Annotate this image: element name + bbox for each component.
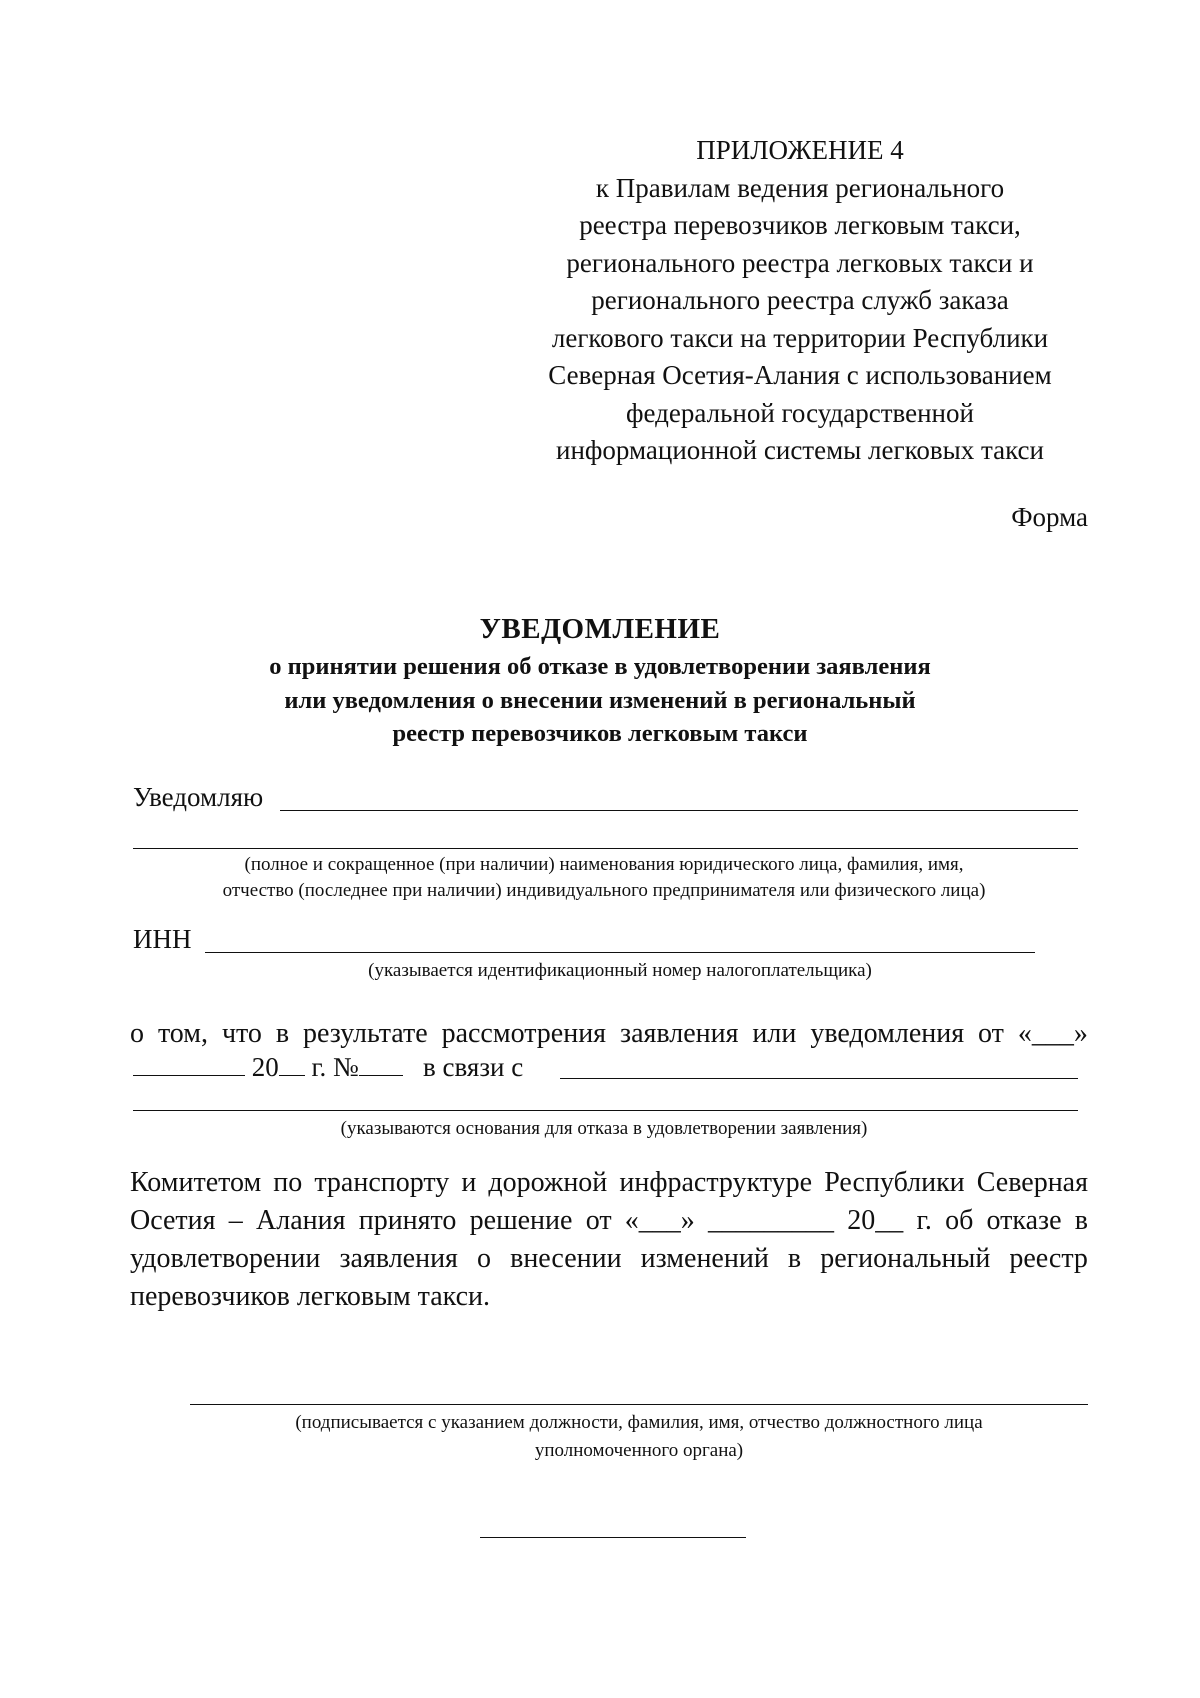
notify-blank-line[interactable] (280, 810, 1078, 811)
signature-caption-line: (подписывается с указанием должности, фамилия, имя, отчество должностного лица (295, 1412, 983, 1433)
decision-word: изменений (640, 1243, 769, 1274)
appendix-line: информационной системы легковых такси (556, 435, 1044, 465)
review-word: уведомления (810, 1018, 965, 1049)
appendix-line: к Правилам ведения регионального (595, 172, 1005, 203)
review-number-label: г. № (311, 1052, 359, 1082)
signature-caption-line: уполномоченного органа) (534, 1440, 744, 1461)
decision-word: внесении (510, 1243, 622, 1274)
review-reason-label: в связи с (423, 1052, 524, 1082)
appendix-line: легкового такси на территории Республики (551, 322, 1049, 353)
decision-word: – (228, 1205, 243, 1236)
review-date-line (133, 1052, 523, 1083)
review-word: в (275, 1018, 290, 1049)
review-year-blank[interactable] (279, 1053, 305, 1076)
decision-word: удовлетворении (130, 1243, 321, 1274)
decision-word: транспорту (314, 1167, 450, 1198)
review-day-field[interactable]: «___» (1017, 1018, 1088, 1049)
decision-word: региональный (820, 1243, 991, 1274)
decision-month-field[interactable]: _________ (708, 1205, 835, 1236)
decision-word: Комитетом (130, 1167, 262, 1198)
form-label: Форма (1011, 502, 1088, 532)
decision-word: в (787, 1243, 802, 1274)
review-caption: (указываются основания для отказа в удовлетворении заявления) (340, 1118, 868, 1139)
decision-word: по (273, 1167, 303, 1198)
document-title-block (150, 608, 1050, 751)
inn-label: ИНН (133, 924, 192, 954)
decision-word: заявления (339, 1243, 458, 1274)
notify-label: Уведомляю (133, 782, 264, 812)
notify-caption-line: (полное и сокращенное (при наличии) наименования юридического лица, фамилия, имя, (244, 854, 964, 875)
decision-last-line: перевозчиков легковым такси. (130, 1281, 490, 1312)
review-word: заявления (620, 1018, 739, 1049)
decision-word: о (477, 1243, 492, 1274)
decision-year-field[interactable]: 20__ (847, 1205, 904, 1236)
appendix-line: Северная Осетия-Алания с использованием (548, 360, 1052, 390)
decision-word: принято (358, 1205, 457, 1236)
appendix-heading: ПРИЛОЖЕНИЕ 4 (696, 135, 904, 165)
appendix-line: регионального реестра служб заказа (591, 285, 1009, 315)
decision-word: Алания (256, 1205, 346, 1236)
appendix-line: регионального реестра легковых такси и (566, 247, 1034, 278)
notify-blank-line-2[interactable] (133, 848, 1078, 849)
review-number-blank[interactable] (359, 1053, 403, 1076)
decision-word: отказе (986, 1205, 1062, 1236)
decision-word: об (945, 1205, 974, 1236)
decision-word: от (585, 1205, 612, 1236)
document-subtitle-line: реестр перевозчиков легковым такси (392, 720, 808, 747)
appendix-line: федеральной государственной (626, 397, 974, 428)
end-divider (480, 1537, 746, 1538)
decision-word: Северная (976, 1167, 1088, 1198)
decision-word: Осетия (130, 1205, 216, 1236)
document-subtitle-line: о принятии решения об отказе в удовлетворении заявления (269, 653, 931, 680)
appendix-line: реестра перевозчиков легковым такси, (579, 210, 1021, 240)
review-reason-blank-2[interactable] (133, 1110, 1078, 1111)
review-word: том, (157, 1018, 208, 1049)
decision-word: дорожной (488, 1167, 608, 1198)
review-year-prefix: 20 (251, 1052, 279, 1082)
review-word: результате (303, 1018, 428, 1049)
review-word: рассмотрения (441, 1018, 607, 1049)
decision-day-field[interactable]: «___» (624, 1205, 695, 1236)
inn-caption: (указывается идентификационный номер налогоплательщика) (368, 960, 872, 981)
review-word: или (752, 1018, 797, 1049)
decision-word: решение (469, 1205, 573, 1236)
decision-word: реестр (1009, 1243, 1088, 1274)
document-subtitle-line: или уведомления о внесении изменений в региональный (284, 686, 916, 714)
decision-word: Республики (824, 1167, 965, 1198)
review-word: что (221, 1018, 262, 1049)
document-title: УВЕДОМЛЕНИЕ (479, 613, 721, 645)
appendix-block (520, 132, 1080, 470)
review-sentence (130, 1015, 1088, 1053)
notify-caption-line: отчество (последнее при наличии) индивидуального предпринимателя или физического лица) (222, 880, 986, 901)
decision-word: инфраструктуре (619, 1167, 813, 1198)
review-month-blank[interactable] (133, 1053, 245, 1076)
decision-word: г. (916, 1205, 932, 1236)
inn-blank-line[interactable] (205, 952, 1035, 953)
decision-paragraph (130, 1164, 1088, 1316)
review-reason-blank[interactable] (560, 1078, 1078, 1079)
review-word: о (130, 1018, 144, 1049)
review-word: от (978, 1018, 1004, 1049)
signature-line[interactable] (190, 1404, 1088, 1405)
decision-word: в (1074, 1205, 1088, 1236)
decision-word: и (461, 1167, 477, 1198)
